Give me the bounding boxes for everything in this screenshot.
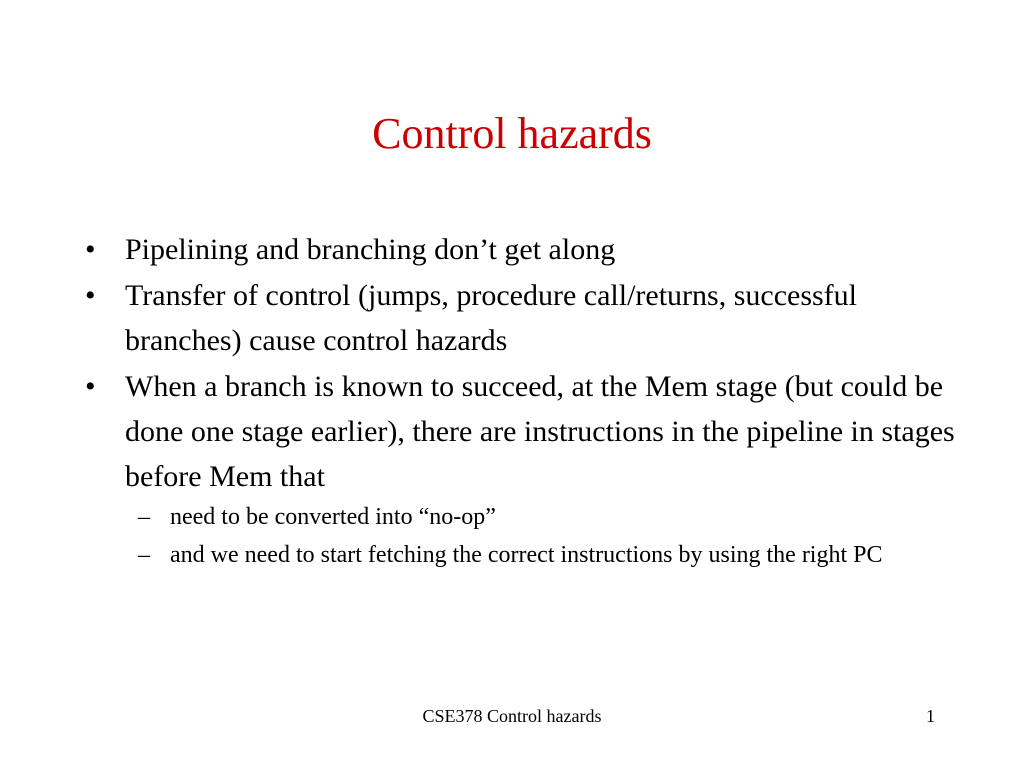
bullet-icon: • — [85, 233, 96, 266]
sub-bullet-text: and we need to start fetching the correct instructions by using the right PC — [170, 542, 883, 568]
dash-icon: – — [138, 542, 150, 568]
sub-bullet-item — [138, 537, 950, 573]
bullet-item — [85, 227, 955, 272]
slide-title: Control hazards — [372, 109, 652, 158]
bullet-text: When a branch is known to succeed, at the Mem stage (but could be done one stage earlier), there are instructions in the pipeline in stages before Mem that — [125, 370, 955, 493]
page-number: 1 — [926, 706, 935, 726]
bullet-icon: • — [85, 279, 96, 312]
footer-text: CSE378 Control hazards — [422, 706, 602, 726]
sub-bullet-text: need to be converted into “no-op” — [170, 504, 496, 530]
bullet-item — [85, 273, 955, 363]
bullet-item — [85, 364, 955, 499]
bullet-text: Pipelining and branching don’t get along — [125, 233, 616, 266]
dash-icon: – — [138, 504, 150, 530]
sub-bullet-item — [138, 499, 950, 535]
bullet-text: Transfer of control (jumps, procedure call/returns, successful branches) cause control hazards — [125, 279, 858, 357]
bullet-icon: • — [85, 370, 96, 403]
